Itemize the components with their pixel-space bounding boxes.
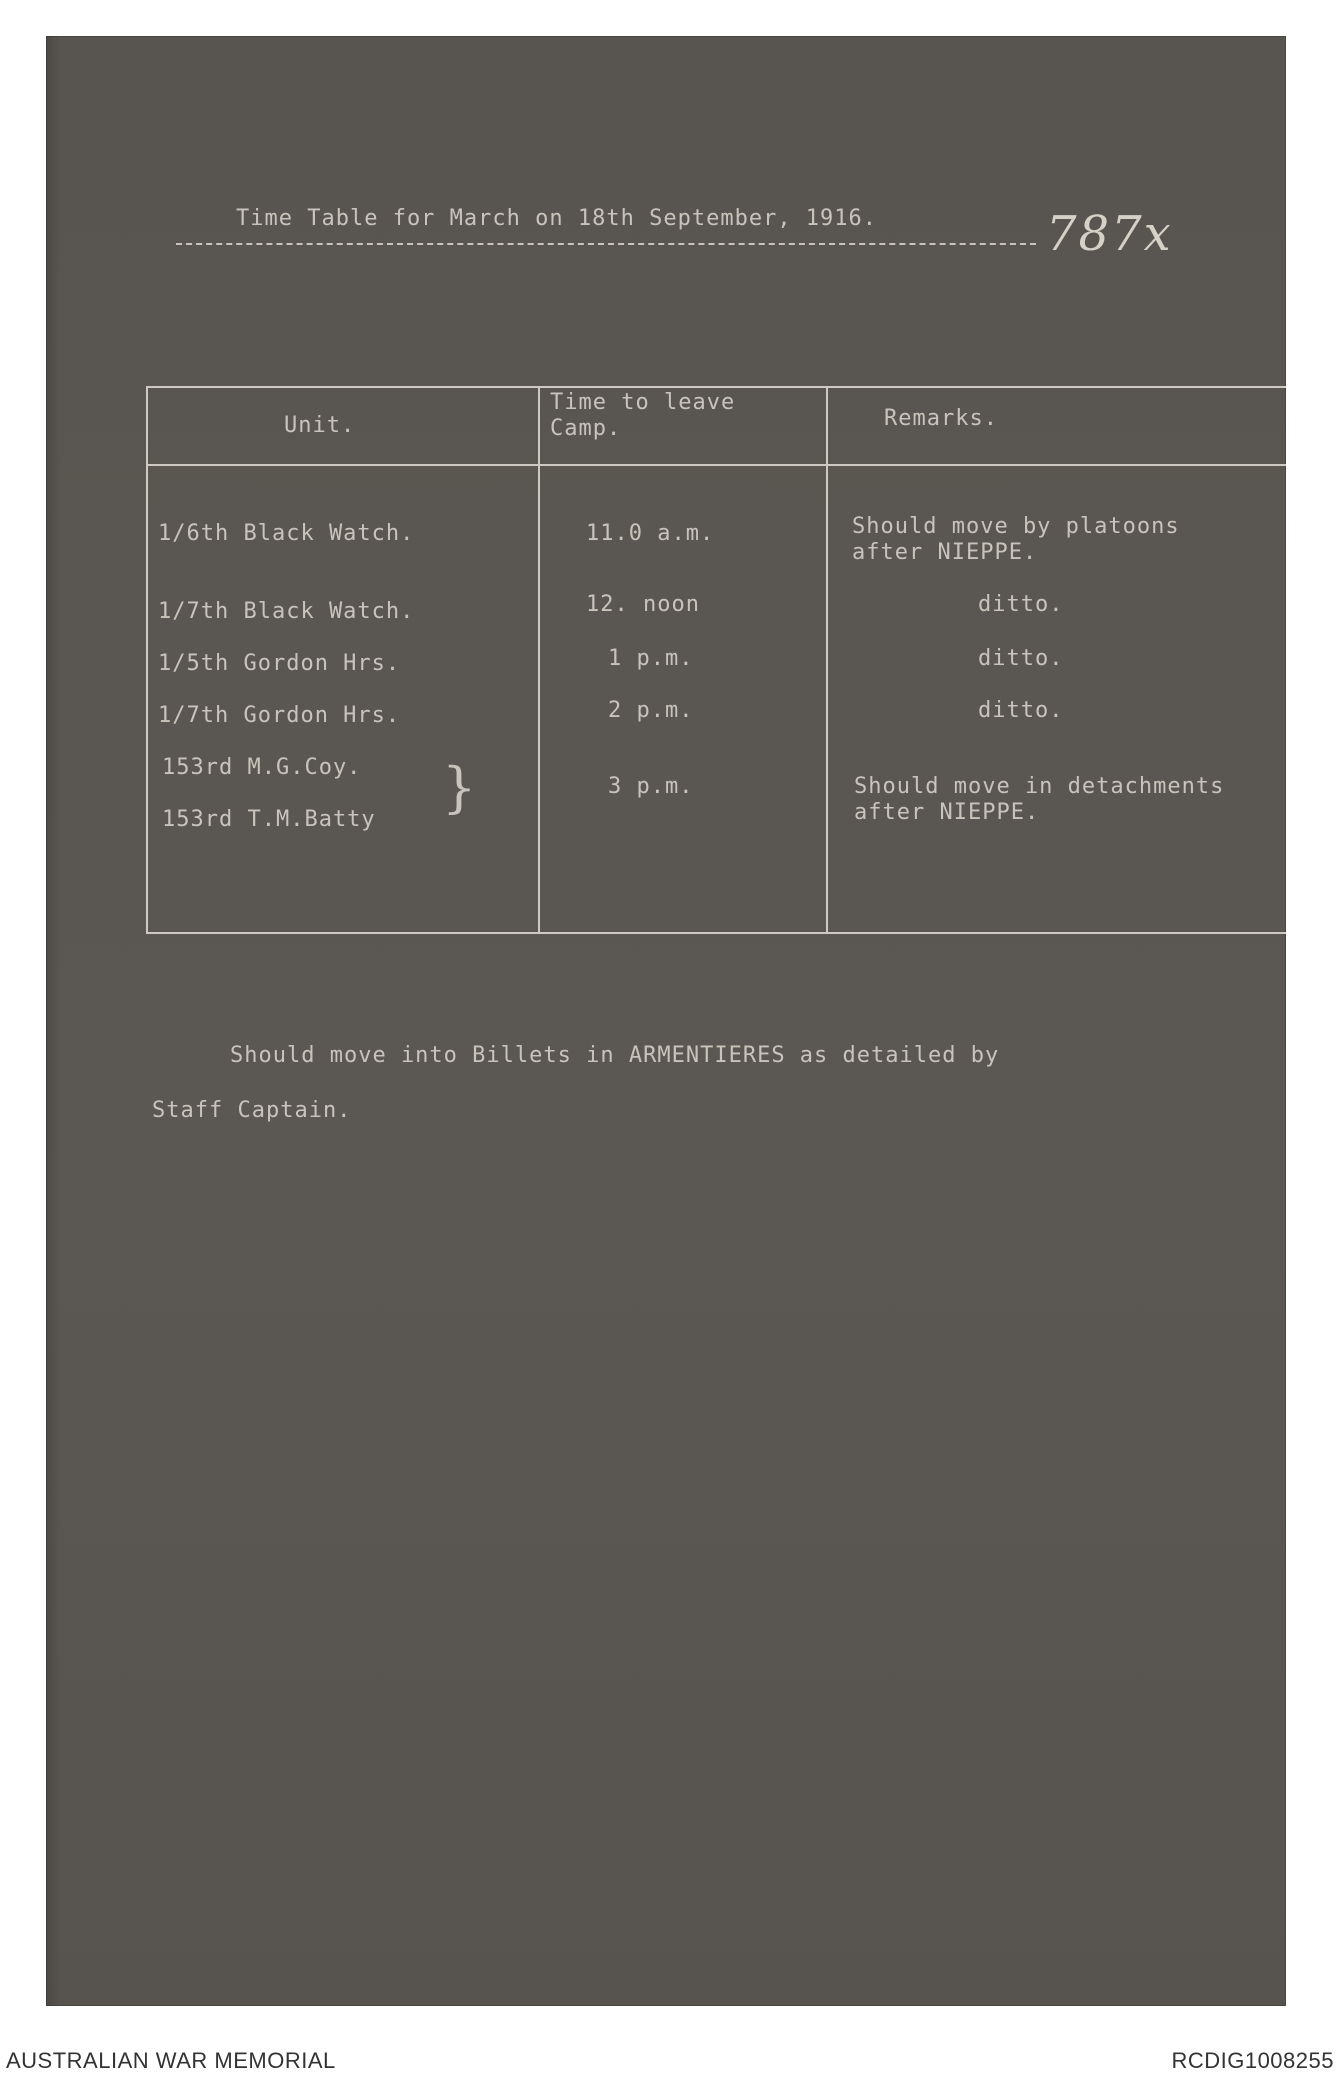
instruction-line-2: Staff Captain. [152, 1098, 352, 1123]
instruction-line-1: Should move into Billets in ARMENTIERES as detailed by [230, 1043, 1000, 1068]
row-5-time: 3 p.m. [608, 774, 694, 799]
row-2-remarks: ditto. [978, 592, 1064, 617]
row-4-remarks: ditto. [978, 698, 1064, 723]
header-time-line1: Time to leave [550, 390, 736, 415]
row-3-remarks: ditto. [978, 646, 1064, 671]
table-header-divider [146, 464, 1286, 466]
row-5-remarks-line2: after NIEPPE. [854, 800, 1040, 825]
grouping-brace: } [442, 756, 477, 819]
row-1-unit: 1/6th Black Watch. [158, 521, 415, 546]
row-5-remarks-line1: Should move in detachments [854, 774, 1225, 799]
row-1-time: 11.0 a.m. [586, 521, 715, 546]
row-2-unit: 1/7th Black Watch. [158, 599, 415, 624]
table-bottom-border [146, 932, 1286, 934]
header-time-line2: Camp. [550, 416, 622, 441]
instruction-note [152, 1028, 1230, 1138]
document-sheet [46, 36, 1286, 2006]
table-column-divider-2 [826, 386, 828, 934]
row-3-time: 1 p.m. [608, 646, 694, 671]
document-title: Time Table for March on 18th September, 1916. [236, 206, 878, 231]
row-6-unit: 153rd T.M.Batty [162, 807, 376, 832]
table-left-border [146, 386, 148, 934]
timetable [146, 386, 1286, 934]
row-5-unit: 153rd M.G.Coy. [162, 755, 362, 780]
footer-institution: AUSTRALIAN WAR MEMORIAL [6, 2048, 336, 2073]
row-1-remarks-line2: after NIEPPE. [852, 540, 1038, 565]
header-unit: Unit. [284, 413, 356, 438]
row-2-time: 12. noon [586, 592, 700, 617]
table-column-divider-1 [538, 386, 540, 934]
handwritten-reference-number: 787x [1046, 206, 1173, 262]
row-1-remarks-line1: Should move by platoons [852, 514, 1180, 539]
title-underline [176, 243, 1036, 245]
row-4-unit: 1/7th Gordon Hrs. [158, 703, 401, 728]
footer-record-id: RCDIG1008255 [1171, 2048, 1334, 2073]
row-3-unit: 1/5th Gordon Hrs. [158, 651, 401, 676]
row-4-time: 2 p.m. [608, 698, 694, 723]
table-top-border [146, 386, 1286, 388]
header-remarks: Remarks. [884, 406, 998, 431]
